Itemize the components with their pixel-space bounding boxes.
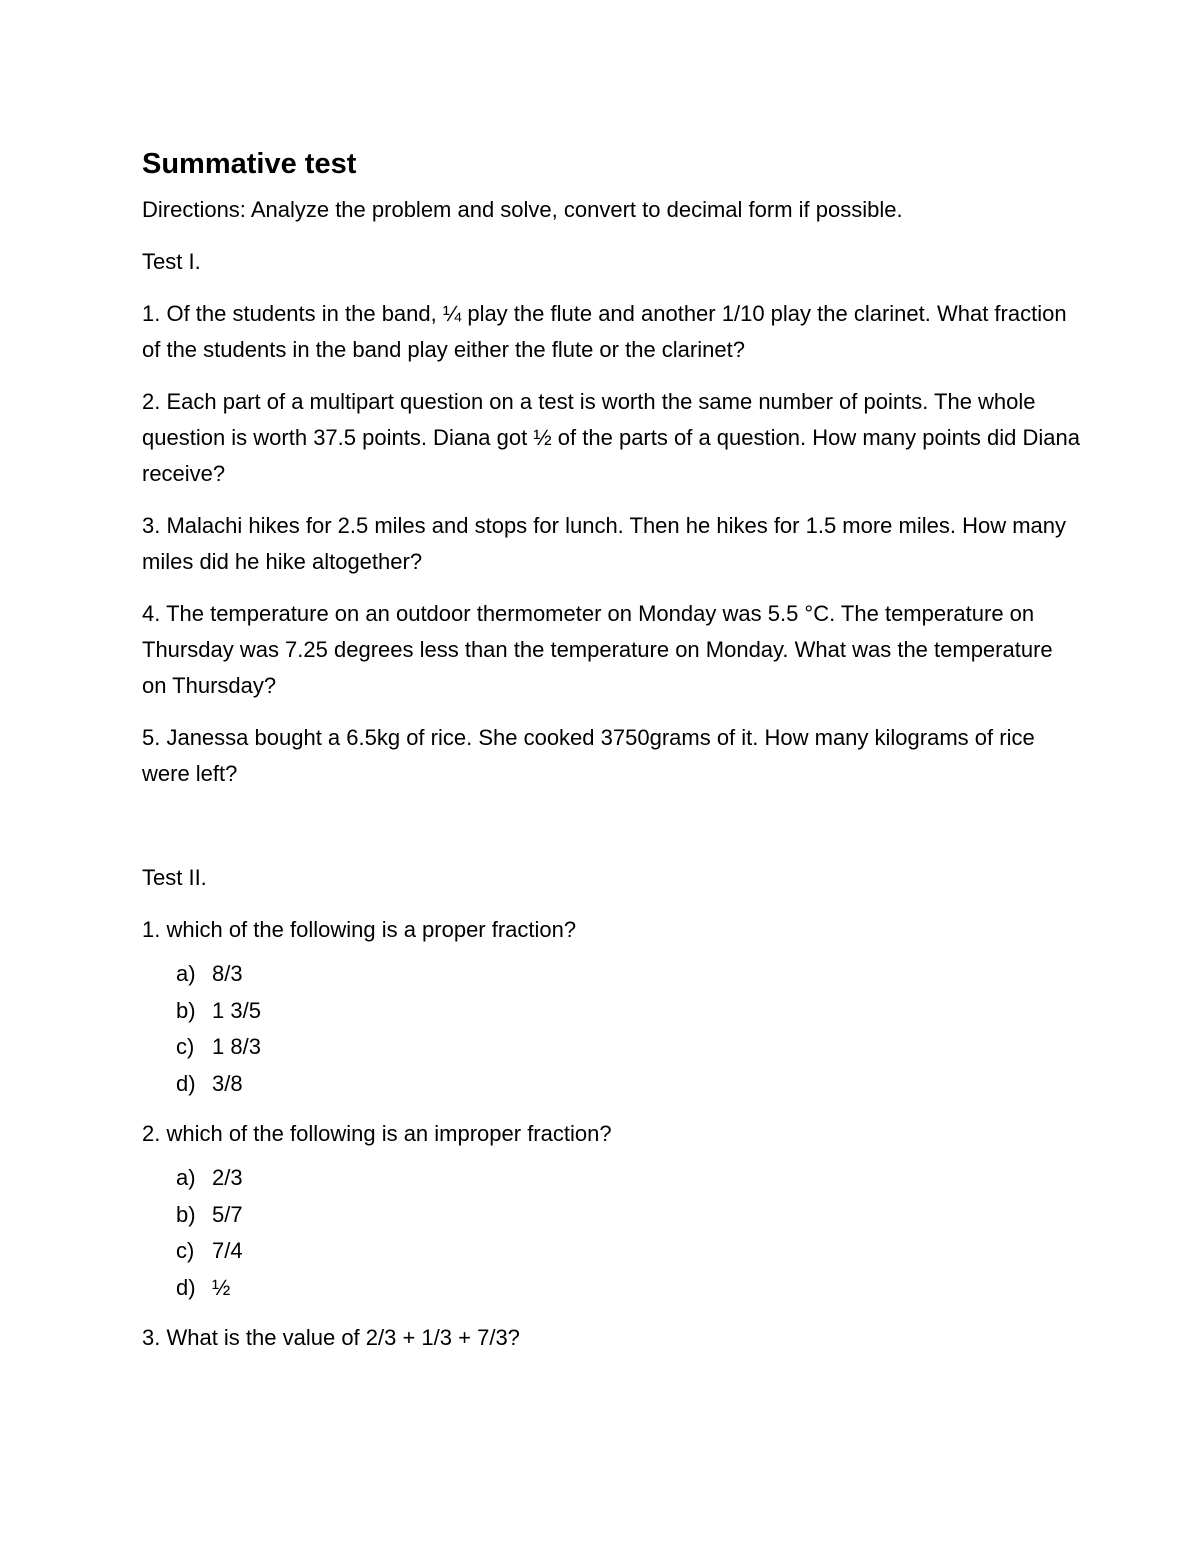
- test2-question-1-options: [142, 956, 1082, 1102]
- option-value: 1 3/5: [212, 997, 261, 1023]
- test2-question-2-options: [142, 1160, 1082, 1306]
- option-label: d): [176, 1070, 196, 1096]
- test1-heading: Test I.: [142, 249, 201, 274]
- option-item: [176, 1066, 1082, 1103]
- option-item: [176, 1233, 1082, 1270]
- test2-heading: Test II.: [142, 865, 207, 890]
- directions: Directions: Analyze the problem and solve, convert to decimal form if possible.: [142, 197, 903, 222]
- option-value: 8/3: [212, 961, 243, 986]
- option-item: [176, 993, 1082, 1030]
- document-page: [142, 140, 1082, 1372]
- test2-question-1: 1. which of the following is a proper fraction?: [142, 917, 577, 942]
- option-value: ½: [212, 1274, 231, 1300]
- option-label: a): [176, 1165, 196, 1190]
- test1-question-3: 3. Malachi hikes for 2.5 miles and stops for lunch. Then he hikes for 1.5 more miles. How many miles did he hike altogether?: [142, 513, 1067, 574]
- option-label: c): [176, 1238, 195, 1263]
- option-item: [176, 1160, 1082, 1197]
- test2-question-2: 2. which of the following is an improper fraction?: [142, 1121, 612, 1146]
- option-value: 7/4: [212, 1238, 243, 1263]
- document-title: Summative test: [142, 148, 357, 180]
- option-value: 2/3: [212, 1165, 243, 1190]
- option-item: [176, 1270, 1082, 1307]
- option-value: 5/7: [212, 1201, 243, 1227]
- test1-question-5: 5. Janessa bought a 6.5kg of rice. She cooked 3750grams of it. How many kilograms of rice were left?: [142, 725, 1035, 786]
- option-label: d): [176, 1274, 196, 1300]
- option-label: a): [176, 961, 196, 986]
- option-item: [176, 956, 1082, 993]
- option-item: [176, 1197, 1082, 1234]
- option-value: 3/8: [212, 1070, 243, 1096]
- test2-question-3: 3. What is the value of 2/3 + 1/3 + 7/3?: [142, 1325, 520, 1350]
- option-label: b): [176, 997, 196, 1023]
- option-label: c): [176, 1034, 195, 1059]
- option-label: b): [176, 1201, 196, 1227]
- option-item: [176, 1029, 1082, 1066]
- section-spacer: [142, 808, 1082, 860]
- test1-question-1: 1. Of the students in the band, ¼ play the flute and another 1/10 play the clarinet. What fraction of the students in the band play either the flute or the clarinet?: [142, 301, 1067, 362]
- test1-question-4: 4. The temperature on an outdoor thermometer on Monday was 5.5 °C. The temperature on Thursday was 7.25 degrees less than the temperature on Monday. What was the temperature on Thursday?: [142, 601, 1053, 698]
- option-value: 1 8/3: [212, 1034, 261, 1059]
- test1-question-2: 2. Each part of a multipart question on a test is worth the same number of points. The whole question is worth 37.5 points. Diana got ½ of the parts of a question. How many points did Diana receive?: [142, 389, 1080, 486]
